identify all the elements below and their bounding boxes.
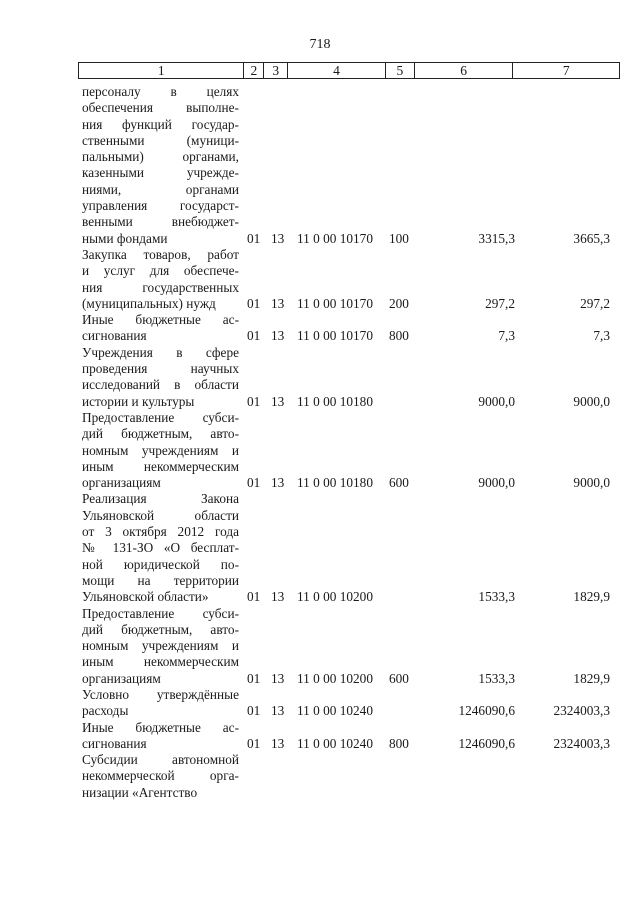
description-line: дий бюджетным, авто- bbox=[82, 621, 239, 637]
subsection-code: 13 bbox=[271, 735, 285, 751]
amount-year-1: 3315,3 bbox=[478, 230, 515, 246]
amount-year-1: 1533,3 bbox=[478, 589, 515, 605]
description-line: ния государственных bbox=[82, 279, 239, 295]
description-line: Субсидии автономной bbox=[82, 752, 239, 768]
subsection-code: 13 bbox=[271, 670, 285, 686]
description-line: ниями, органами bbox=[82, 181, 239, 197]
description-line: сигнования bbox=[82, 735, 147, 751]
description-line: Иные бюджетные ас- bbox=[82, 719, 239, 735]
description-line: организациям bbox=[82, 475, 161, 491]
header-col-2: 2 bbox=[244, 63, 264, 78]
description-line: Реализация Закона bbox=[82, 491, 239, 507]
target-article-code: 11 0 00 10170 bbox=[297, 328, 373, 344]
row-description bbox=[82, 606, 239, 687]
description-line: Учреждения в сфере bbox=[82, 344, 239, 360]
description-line: исследований в области bbox=[82, 377, 239, 393]
target-article-code: 11 0 00 10170 bbox=[297, 295, 373, 311]
header-col-3: 3 bbox=[264, 63, 288, 78]
amount-year-2: 1829,9 bbox=[573, 670, 610, 686]
table-row bbox=[82, 606, 622, 687]
description-line: пальными) органами, bbox=[82, 149, 239, 165]
description-line: обеспечения выполне- bbox=[82, 100, 239, 116]
amount-year-2: 2324003,3 bbox=[553, 735, 610, 751]
page-number: 718 bbox=[309, 37, 331, 52]
description-line: Ульяновской области» bbox=[82, 589, 209, 605]
description-line: организациям bbox=[82, 670, 161, 686]
description-line: Предоставление субси- bbox=[82, 605, 239, 621]
target-article-code: 11 0 00 10180 bbox=[297, 475, 373, 491]
header-col-1: 1 bbox=[79, 63, 244, 78]
target-article-code: 11 0 00 10240 bbox=[297, 735, 373, 751]
row-description bbox=[82, 687, 239, 720]
table-row bbox=[82, 312, 622, 345]
table-row bbox=[82, 345, 622, 410]
amount-year-2: 9000,0 bbox=[573, 393, 610, 409]
subsection-code: 13 bbox=[271, 230, 285, 246]
expense-type-code: 800 bbox=[389, 328, 409, 344]
subsection-code: 13 bbox=[271, 589, 285, 605]
description-line: управления государст- bbox=[82, 198, 239, 214]
subsection-code: 13 bbox=[271, 328, 285, 344]
expense-type-code: 600 bbox=[389, 475, 409, 491]
section-code: 01 bbox=[247, 475, 261, 491]
table-row bbox=[82, 491, 622, 605]
description-line: номным учреждениям и bbox=[82, 638, 239, 654]
amount-year-2: 3665,3 bbox=[573, 230, 610, 246]
amount-year-1: 1246090,6 bbox=[458, 735, 515, 751]
description-line: Закупка товаров, работ bbox=[82, 246, 239, 262]
header-col-5: 5 bbox=[386, 63, 415, 78]
section-code: 01 bbox=[247, 328, 261, 344]
expense-type-code: 100 bbox=[389, 230, 409, 246]
amount-year-2: 9000,0 bbox=[573, 475, 610, 491]
section-code: 01 bbox=[247, 230, 261, 246]
description-line: истории и культуры bbox=[82, 393, 195, 409]
table-body bbox=[82, 84, 622, 801]
row-description bbox=[82, 491, 239, 605]
description-line: иным некоммерческим bbox=[82, 654, 239, 670]
target-article-code: 11 0 00 10200 bbox=[297, 589, 373, 605]
expense-type-code: 200 bbox=[389, 295, 409, 311]
expense-type-code: 800 bbox=[389, 735, 409, 751]
table-row bbox=[82, 687, 622, 720]
amount-year-2: 1829,9 bbox=[573, 589, 610, 605]
target-article-code: 11 0 00 10170 bbox=[297, 230, 373, 246]
description-line: ными фондами bbox=[82, 230, 168, 246]
description-line: сигнования bbox=[82, 328, 147, 344]
row-description bbox=[82, 345, 239, 410]
description-line: ственными (муници- bbox=[82, 132, 239, 148]
row-description bbox=[82, 247, 239, 312]
description-line: персоналу в целях bbox=[82, 84, 239, 99]
description-line: мощи на территории bbox=[82, 572, 239, 588]
section-code: 01 bbox=[247, 393, 261, 409]
amount-year-1: 1246090,6 bbox=[458, 703, 515, 719]
subsection-code: 13 bbox=[271, 393, 285, 409]
row-description bbox=[82, 410, 239, 491]
subsection-code: 13 bbox=[271, 295, 285, 311]
description-line: Предоставление субси- bbox=[82, 409, 239, 425]
section-code: 01 bbox=[247, 703, 261, 719]
row-description bbox=[82, 720, 239, 753]
header-col-4: 4 bbox=[288, 63, 386, 78]
table-row bbox=[82, 84, 622, 247]
section-code: 01 bbox=[247, 295, 261, 311]
header-col-6: 6 bbox=[415, 63, 514, 78]
row-description bbox=[82, 752, 239, 801]
table-row bbox=[82, 410, 622, 491]
row-description bbox=[82, 84, 239, 247]
amount-year-2: 2324003,3 bbox=[553, 703, 610, 719]
section-code: 01 bbox=[247, 735, 261, 751]
target-article-code: 11 0 00 10180 bbox=[297, 393, 373, 409]
description-line: № 131-ЗО «О бесплат- bbox=[82, 540, 239, 556]
amount-year-1: 1533,3 bbox=[478, 670, 515, 686]
description-line: Условно утверждённые bbox=[82, 686, 239, 702]
subsection-code: 13 bbox=[271, 475, 285, 491]
description-line: проведения научных bbox=[82, 361, 239, 377]
expense-type-code: 600 bbox=[389, 670, 409, 686]
table-row bbox=[82, 752, 622, 801]
amount-year-2: 7,3 bbox=[593, 328, 610, 344]
description-line: венными внебюджет- bbox=[82, 214, 239, 230]
target-article-code: 11 0 00 10240 bbox=[297, 703, 373, 719]
row-description bbox=[82, 312, 239, 345]
description-line: казенными учрежде- bbox=[82, 165, 239, 181]
amount-year-1: 9000,0 bbox=[478, 475, 515, 491]
subsection-code: 13 bbox=[271, 703, 285, 719]
amount-year-1: 7,3 bbox=[498, 328, 515, 344]
description-line: расходы bbox=[82, 703, 129, 719]
amount-year-1: 297,2 bbox=[485, 295, 515, 311]
description-line: иным некоммерческим bbox=[82, 458, 239, 474]
description-line: Ульяновской области bbox=[82, 507, 239, 523]
description-line: дий бюджетным, авто- bbox=[82, 426, 239, 442]
description-line: ной юридической по- bbox=[82, 556, 239, 572]
description-line: номным учреждениям и bbox=[82, 442, 239, 458]
description-line: от 3 октября 2012 года bbox=[82, 524, 239, 540]
section-code: 01 bbox=[247, 670, 261, 686]
description-line: ния функций государ- bbox=[82, 116, 239, 132]
section-code: 01 bbox=[247, 589, 261, 605]
header-col-7: 7 bbox=[562, 63, 570, 78]
description-line: и услуг для обеспече- bbox=[82, 263, 239, 279]
table-row bbox=[82, 720, 622, 753]
description-line: Иные бюджетные ас- bbox=[82, 312, 239, 328]
description-line: (муниципальных) нужд bbox=[82, 295, 216, 311]
target-article-code: 11 0 00 10200 bbox=[297, 670, 373, 686]
description-line: низации «Агентство bbox=[82, 784, 198, 800]
table-row bbox=[82, 247, 622, 312]
table-header bbox=[78, 62, 620, 79]
description-line: некоммерческой орга- bbox=[82, 768, 239, 784]
amount-year-1: 9000,0 bbox=[478, 393, 515, 409]
amount-year-2: 297,2 bbox=[580, 295, 610, 311]
